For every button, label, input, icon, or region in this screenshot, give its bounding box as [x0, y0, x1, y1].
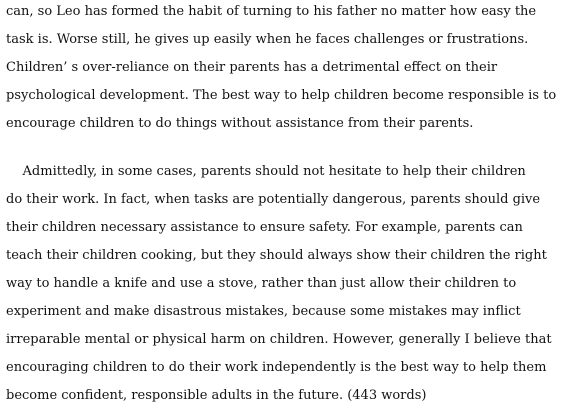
paragraph-1-line-3: Children’ s over-reliance on their parents has a detrimental effect on their	[6, 60, 498, 75]
paragraph-2-line-7: irreparable mental or physical harm on children. However, generally I believe that	[6, 332, 552, 347]
paragraph-1-line-1: can, so Leo has formed the habit of turning to his father no matter how easy the	[6, 4, 537, 19]
paragraph-2-line-6: experiment and make disastrous mistakes, because some mistakes may inflict	[6, 304, 521, 319]
paragraph-2-line-5: way to handle a knife and use a stove, rather than just allow their children to	[6, 276, 517, 291]
paragraph-2-line-8: encouraging children to do their work independently is the best way to help them	[6, 360, 547, 375]
paragraph-2-line-3: their children necessary assistance to ensure safety. For example, parents can	[6, 220, 523, 235]
paragraph-2-line-1: Admittedly, in some cases, parents should not hesitate to help their children	[6, 164, 526, 179]
paragraph-1-line-5: encourage children to do things without assistance from their parents.	[6, 116, 474, 131]
paragraph-1-line-4: psychological development. The best way to help children become responsible is to	[6, 88, 557, 103]
paragraph-2-line-2: do their work. In fact, when tasks are potentially dangerous, parents should give	[6, 192, 541, 207]
paragraph-1-line-2: task is. Worse still, he gives up easily when he faces challenges or frustrations.	[6, 32, 529, 47]
paragraph-2-line-4: teach their children cooking, but they should always show their children the right	[6, 248, 547, 263]
paragraph-2-line-9: become confident, responsible adults in the future. (443 words)	[6, 388, 427, 403]
